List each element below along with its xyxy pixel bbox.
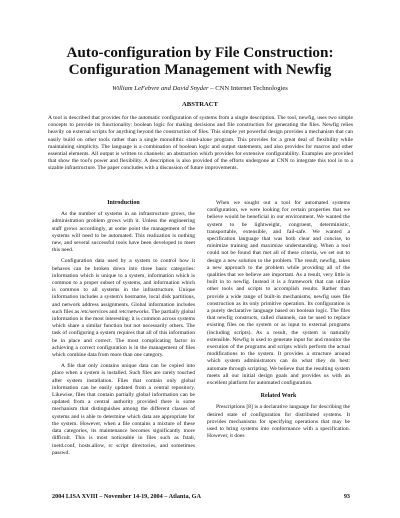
paper-title	[0, 44, 400, 78]
intro-paragraph-1: As the number of systems in an infrastructure grows, the administration problem grows with it. Unless the engineering staff grows accordingly, at some point the management of the systems will need to be automated. This realization is nothing new, and several successful tools have been developed to meet this need.	[52, 211, 195, 254]
intro-paragraph-2: Configuration data used by a system to control how it behaves can be broken down into three basic categories: information which is unique to a system, information which is common to a proper subset of systems, and information which is common to all systems in the infrastructure. Unique information includes a system's hostname, local disk partitions, and network address assignments. Global information includes such files as /etc/services and /etc/networks. The partially global information is the most interesting: it is common across systems which share a similar function but not necessarily others. The task of configuring a system requires that all of this information be in place and correct. The most complicating factor in achieving a correct configuration is in the management of files which combine data from more than one category.	[52, 258, 195, 359]
abstract-text: A tool is described that provides for the automatic configuration of systems from a single description. The tool, newfig, uses two simple concepts to provide its functionality: boolean logic for making decisions and file construction for generating the files. Newfig relies heavily on external scripts for anything beyond the construction of files. This simple yet powerful design provides a mechanism that can easily build on other tools rather than a single monolithic stand-alone program. This provides for a great deal of flexibility while maintaining simplicity. The language is a combination of boolean logic and output statements, and also provides for macros and other essential elements. All output is written to channels: an abstraction which provides for extensive configurability. Examples are provided that show the tool's power and flexibility. A description is also provided of the efforts undergone at CNN to integrate this tool in to a sizable infrastructure. The paper concludes with a discussion of future improvements.	[48, 115, 353, 172]
related-work-paragraph: Prescriptions [8] is a declarative language for describing the desired state of configuration for distributed systems. It provides mechanisms for specifying operations that may be used to bring systems into conformance with a specification. However, it does	[207, 404, 350, 440]
author-names: William LeFebvre and David Snyder	[112, 85, 209, 92]
footer-conference: 2004 LISA XVIII – November 14-19, 2004 – Atlanta, GA	[52, 493, 201, 500]
author-line	[0, 85, 400, 93]
right-paragraph-1: When we sought out a tool for automated systems configuration, we were looking for certain properties that we believe would be beneficial in our environment. We wanted the system to be lightweight, congruent, deterministic, transportable, extensible, and fail-safe. We wanted a specification language that was both clear and concise, to minimize training and maximize understanding. When a tool could not be found that met all of these criteria, we set out to design a new solution to the problem. The result, newfig, takes a new approach to the problem while providing all of the qualities that we believe are important. As a result, very little is built in to newfig. Instead it is a framework that can utilize other tools and scripts to accomplish results. Rather than provide a wide range of built-in mechanisms, newfig uses file construction as its only primitive operation. Its configuration is a purely declarative language based on boolean logic. The files that newfig constructs, called channels, can be used to replace existing files on the system or as input to external programs (including scripts). As a result, the system is naturally extensible. Newfig is used to generate input for and monitor the execution of the programs and scripts which perform the actual modifications to the system. It provides a structure around which system administrators can do what they do best: automate through scripting. We believe that the resulting system meets all our initial design goals and provides us with an excellent platform for automated configuration.	[207, 200, 350, 387]
title-line-1: Auto-configuration by File Construction:	[66, 44, 334, 61]
related-work-heading: Related Work	[260, 393, 297, 400]
right-column	[207, 200, 350, 445]
author-affiliation: – CNN Internet Technologies	[208, 85, 288, 92]
abstract-heading: ABSTRACT	[182, 101, 218, 108]
page-number: 93	[343, 493, 350, 500]
title-line-2: Configuration Management with Newfig	[68, 61, 332, 78]
introduction-heading: Introduction	[107, 200, 140, 206]
left-column	[52, 200, 195, 461]
intro-paragraph-3: A file that only contains unique data can be copied into place when a system is installed. Such files are rarely touched after system installation. Files that contain only global information can be easily updated from a central repository. Likewise, files that contain partially global information can be updated from a central authority provided there is some mechanism that distinguishes among the different classes of systems and is able to determine which data are appropriate for the system. However, when a file contains a mixture of these data categories, its maintenance becomes significantly more difficult. This is most noticeable in files such as fstab, inetd.conf, hosts.allow, rc script directories, and sometimes passwd.	[52, 363, 195, 456]
page-footer	[52, 493, 350, 500]
